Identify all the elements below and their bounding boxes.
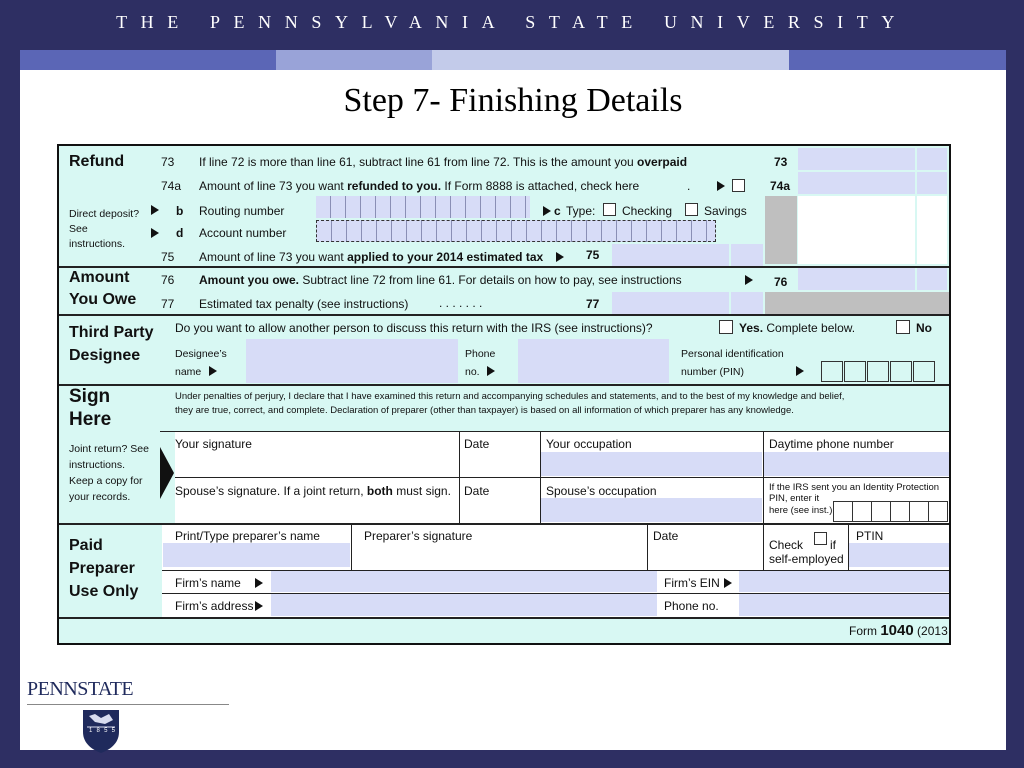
ip-pin-note-3: here (see inst.) [769,505,833,516]
founding-year: 1 8 5 5 [89,728,115,734]
refund-shaded-area [765,196,797,264]
designee-phone-label-2: no. [465,366,480,378]
line-75-amount-field[interactable] [612,244,729,266]
your-date-label: Date [464,437,490,451]
ip-pin-digit-2[interactable] [852,501,872,522]
line-75-text: Amount of line 73 you want applied to your 2014 estimated tax [199,250,544,264]
triangle-arrow-icon [745,275,753,285]
triangle-arrow-icon [543,206,551,216]
your-occupation-label: Your occupation [546,437,632,451]
designee-pin-digit-4[interactable] [890,361,912,382]
line-76-cents-field[interactable] [917,268,947,290]
perjury-statement-line-1: Under penalties of perjury, I declare that I have examined this return and accompanying schedules and statements, and to the best of my knowledge and belief, [175,391,845,402]
perjury-statement-line-2: they are true, correct, and complete. Declaration of preparer (other than taxpayer) is based on all information of which preparer has any knowledge. [175,405,794,416]
paid-preparer-heading-2: Preparer [69,560,135,577]
designee-name-field[interactable] [246,339,458,383]
refund-heading: Refund [69,153,125,170]
line-74a-cents-field[interactable] [917,172,947,194]
line-73-amount-field[interactable] [798,148,915,170]
divider [459,431,460,523]
sign-here-heading-2: Here [69,409,112,430]
top-banner [0,0,1024,50]
divider [763,525,764,571]
joint-return-note-4: your records. [69,491,131,503]
daytime-phone-label: Daytime phone number [769,437,894,451]
ip-pin-note-2: PIN, enter it [769,493,820,504]
header-strip-mid [276,50,432,70]
line-74a-dot: . [687,179,691,193]
designee-pin-digit-3[interactable] [867,361,889,382]
direct-deposit-label: Direct deposit? [69,208,140,220]
paid-preparer-heading-3: Use Only [69,583,139,600]
joint-return-note-2: instructions. [69,459,126,471]
triangle-arrow-icon [151,228,159,238]
line-73-cents-field[interactable] [917,148,947,170]
divider [175,477,949,478]
joint-return-note-1: Joint return? See [69,443,149,455]
savings-label: Savings [704,204,747,218]
your-signature-field[interactable] [175,447,176,448]
third-party-no-checkbox[interactable] [896,320,910,334]
header-strip-light [432,50,789,70]
form-1040-excerpt [57,144,951,645]
line-c-label: c [554,204,561,218]
form-8888-checkbox[interactable] [732,179,745,192]
designee-pin-label-1: Personal identification [681,348,784,360]
line-b-label: b [176,204,184,218]
designee-pin-digit-5[interactable] [913,361,935,382]
if-label: if [830,538,836,552]
line-73-box-label: 73 [774,155,788,169]
firm-address-label: Firm’s address [175,599,254,613]
spouse-signature-label: Spouse’s signature. If a joint return, both must sign. [175,484,451,498]
daytime-phone-field[interactable] [764,452,949,476]
pennstate-logo [27,678,229,734]
self-employed-label: self-employed [769,552,844,566]
slide [20,50,1006,750]
your-occupation-field[interactable] [541,452,762,476]
spouse-occupation-label: Spouse’s occupation [546,484,657,498]
line-76-text: Amount you owe. Subtract line 72 from line 61. For details on how to pay, see instructions [199,273,682,287]
triangle-arrow-icon [556,252,564,262]
pennstate-wordmark: PENNSTATE [27,678,134,700]
check-label: Check [769,538,804,552]
firm-phone-field[interactable] [739,594,949,616]
preparer-signature-label: Preparer’s signature [364,529,473,543]
line-74a-text: Amount of line 73 you want refunded to you. If Form 8888 is attached, check here [199,179,640,193]
spouse-date-label: Date [464,484,490,498]
designee-name-label-1: Designee’s [175,348,227,360]
slide-title: Step 7- Finishing Details [343,82,683,119]
sign-here-arrow-icon [160,447,174,499]
divider [763,431,764,523]
line-77-amount-field[interactable] [612,292,729,314]
line-74a-amount-field[interactable] [798,172,915,194]
third-party-yes-label: Yes. Complete below. [739,321,856,335]
designee-name-label-2: name [175,366,202,378]
third-party-question: Do you want to allow another person to discuss this return with the IRS (see instructions)? [175,321,653,335]
line-77-number: 77 [161,297,175,311]
ip-pin-note-1: If the IRS sent you an Identity Protection [769,482,940,493]
sign-here-heading-1: Sign [69,386,111,407]
ip-pin-digit-4[interactable] [890,501,910,522]
divider [351,525,352,571]
instructions-label: instructions. [69,238,126,250]
line-74a-number: 74a [161,179,182,193]
designee-phone-label-1: Phone [465,348,496,360]
refund-blank-area [798,196,915,264]
ip-pin-digit-5[interactable] [909,501,929,522]
checking-checkbox[interactable] [603,203,616,216]
designee-pin-digit-2[interactable] [844,361,866,382]
ptin-label: PTIN [856,529,884,543]
routing-number-field[interactable] [316,196,530,218]
routing-number-label: Routing number [199,204,285,218]
line-d-label: d [176,226,184,240]
firm-name-label: Firm’s name [175,576,241,590]
line-74a-box-label: 74a [770,179,791,193]
line-75-box-label: 75 [586,248,600,262]
line-75-number: 75 [161,250,175,264]
firm-address-field[interactable] [271,594,657,616]
third-party-heading-1: Third Party [69,324,154,341]
triangle-arrow-icon [209,366,217,376]
line-75-cents-field[interactable] [731,244,763,266]
account-number-label: Account number [199,226,287,240]
third-party-no-label: No [916,321,932,335]
preparer-name-label: Print/Type preparer’s name [175,529,320,543]
ptin-field[interactable] [849,543,949,567]
firm-ein-label: Firm’s EIN [664,576,720,590]
line-73-text: If line 72 is more than line 61, subtract line 61 from line 72. This is the amount you overpaid [199,155,688,169]
preparer-date-label: Date [653,529,679,543]
phone-number-label: Phone no. [664,599,719,613]
savings-checkbox[interactable] [685,203,698,216]
triangle-arrow-icon [724,578,732,588]
spouse-occupation-field[interactable] [541,498,762,522]
firm-name-field[interactable] [271,571,657,592]
type-label: Type: [566,204,596,218]
designee-phone-field[interactable] [518,339,669,383]
ip-pin-digit-1[interactable] [833,501,853,522]
refund-blank-area-cents [917,196,947,264]
see-label: See [69,223,88,235]
paid-preparer-heading-1: Paid [69,537,103,554]
amount-you-owe-heading-2: You Owe [69,291,137,308]
header-strip-dark [20,50,276,70]
triangle-arrow-icon [255,601,263,611]
line-76-box-label: 76 [774,275,788,289]
line-77-dots: . . . . . . . [439,296,483,310]
firm-ein-field[interactable] [739,571,949,592]
divider [647,525,648,571]
divider [59,314,949,316]
ip-pin-digit-6[interactable] [928,501,948,522]
your-signature-label: Your signature [175,437,252,451]
preparer-name-field[interactable] [163,543,350,567]
divider [160,431,949,432]
triangle-arrow-icon [487,366,495,376]
checking-label: Checking [622,204,673,218]
ip-pin-digit-3[interactable] [871,501,891,522]
line-77-shaded-area [765,292,949,314]
joint-return-note-3: Keep a copy for [69,475,143,487]
triangle-arrow-icon [717,181,725,191]
header-strip-right [789,50,1006,70]
line-77-box-label: 77 [586,297,600,311]
logo-rule [27,704,229,705]
triangle-arrow-icon [255,578,263,588]
third-party-yes-checkbox[interactable] [719,320,733,334]
form-footer: Form 1040 (2013 [849,622,948,639]
university-name: THE PENNSYLVANIA STATE UNIVERSITY [116,12,908,32]
triangle-arrow-icon [796,366,804,376]
designee-pin-digit-1[interactable] [821,361,843,382]
line-73-number: 73 [161,155,175,169]
designee-pin-label-2: number (PIN) [681,366,745,378]
line-77-text: Estimated tax penalty (see instructions) [199,297,409,311]
line-76-number: 76 [161,273,175,287]
third-party-heading-2: Designee [69,347,141,364]
line-76-amount-field[interactable] [798,268,915,290]
self-employed-checkbox[interactable] [814,532,827,545]
triangle-arrow-icon [151,205,159,215]
divider [59,617,949,619]
divider [59,384,949,386]
line-77-cents-field[interactable] [731,292,763,314]
account-number-field[interactable] [316,220,716,242]
amount-you-owe-heading-1: Amount [69,269,130,286]
